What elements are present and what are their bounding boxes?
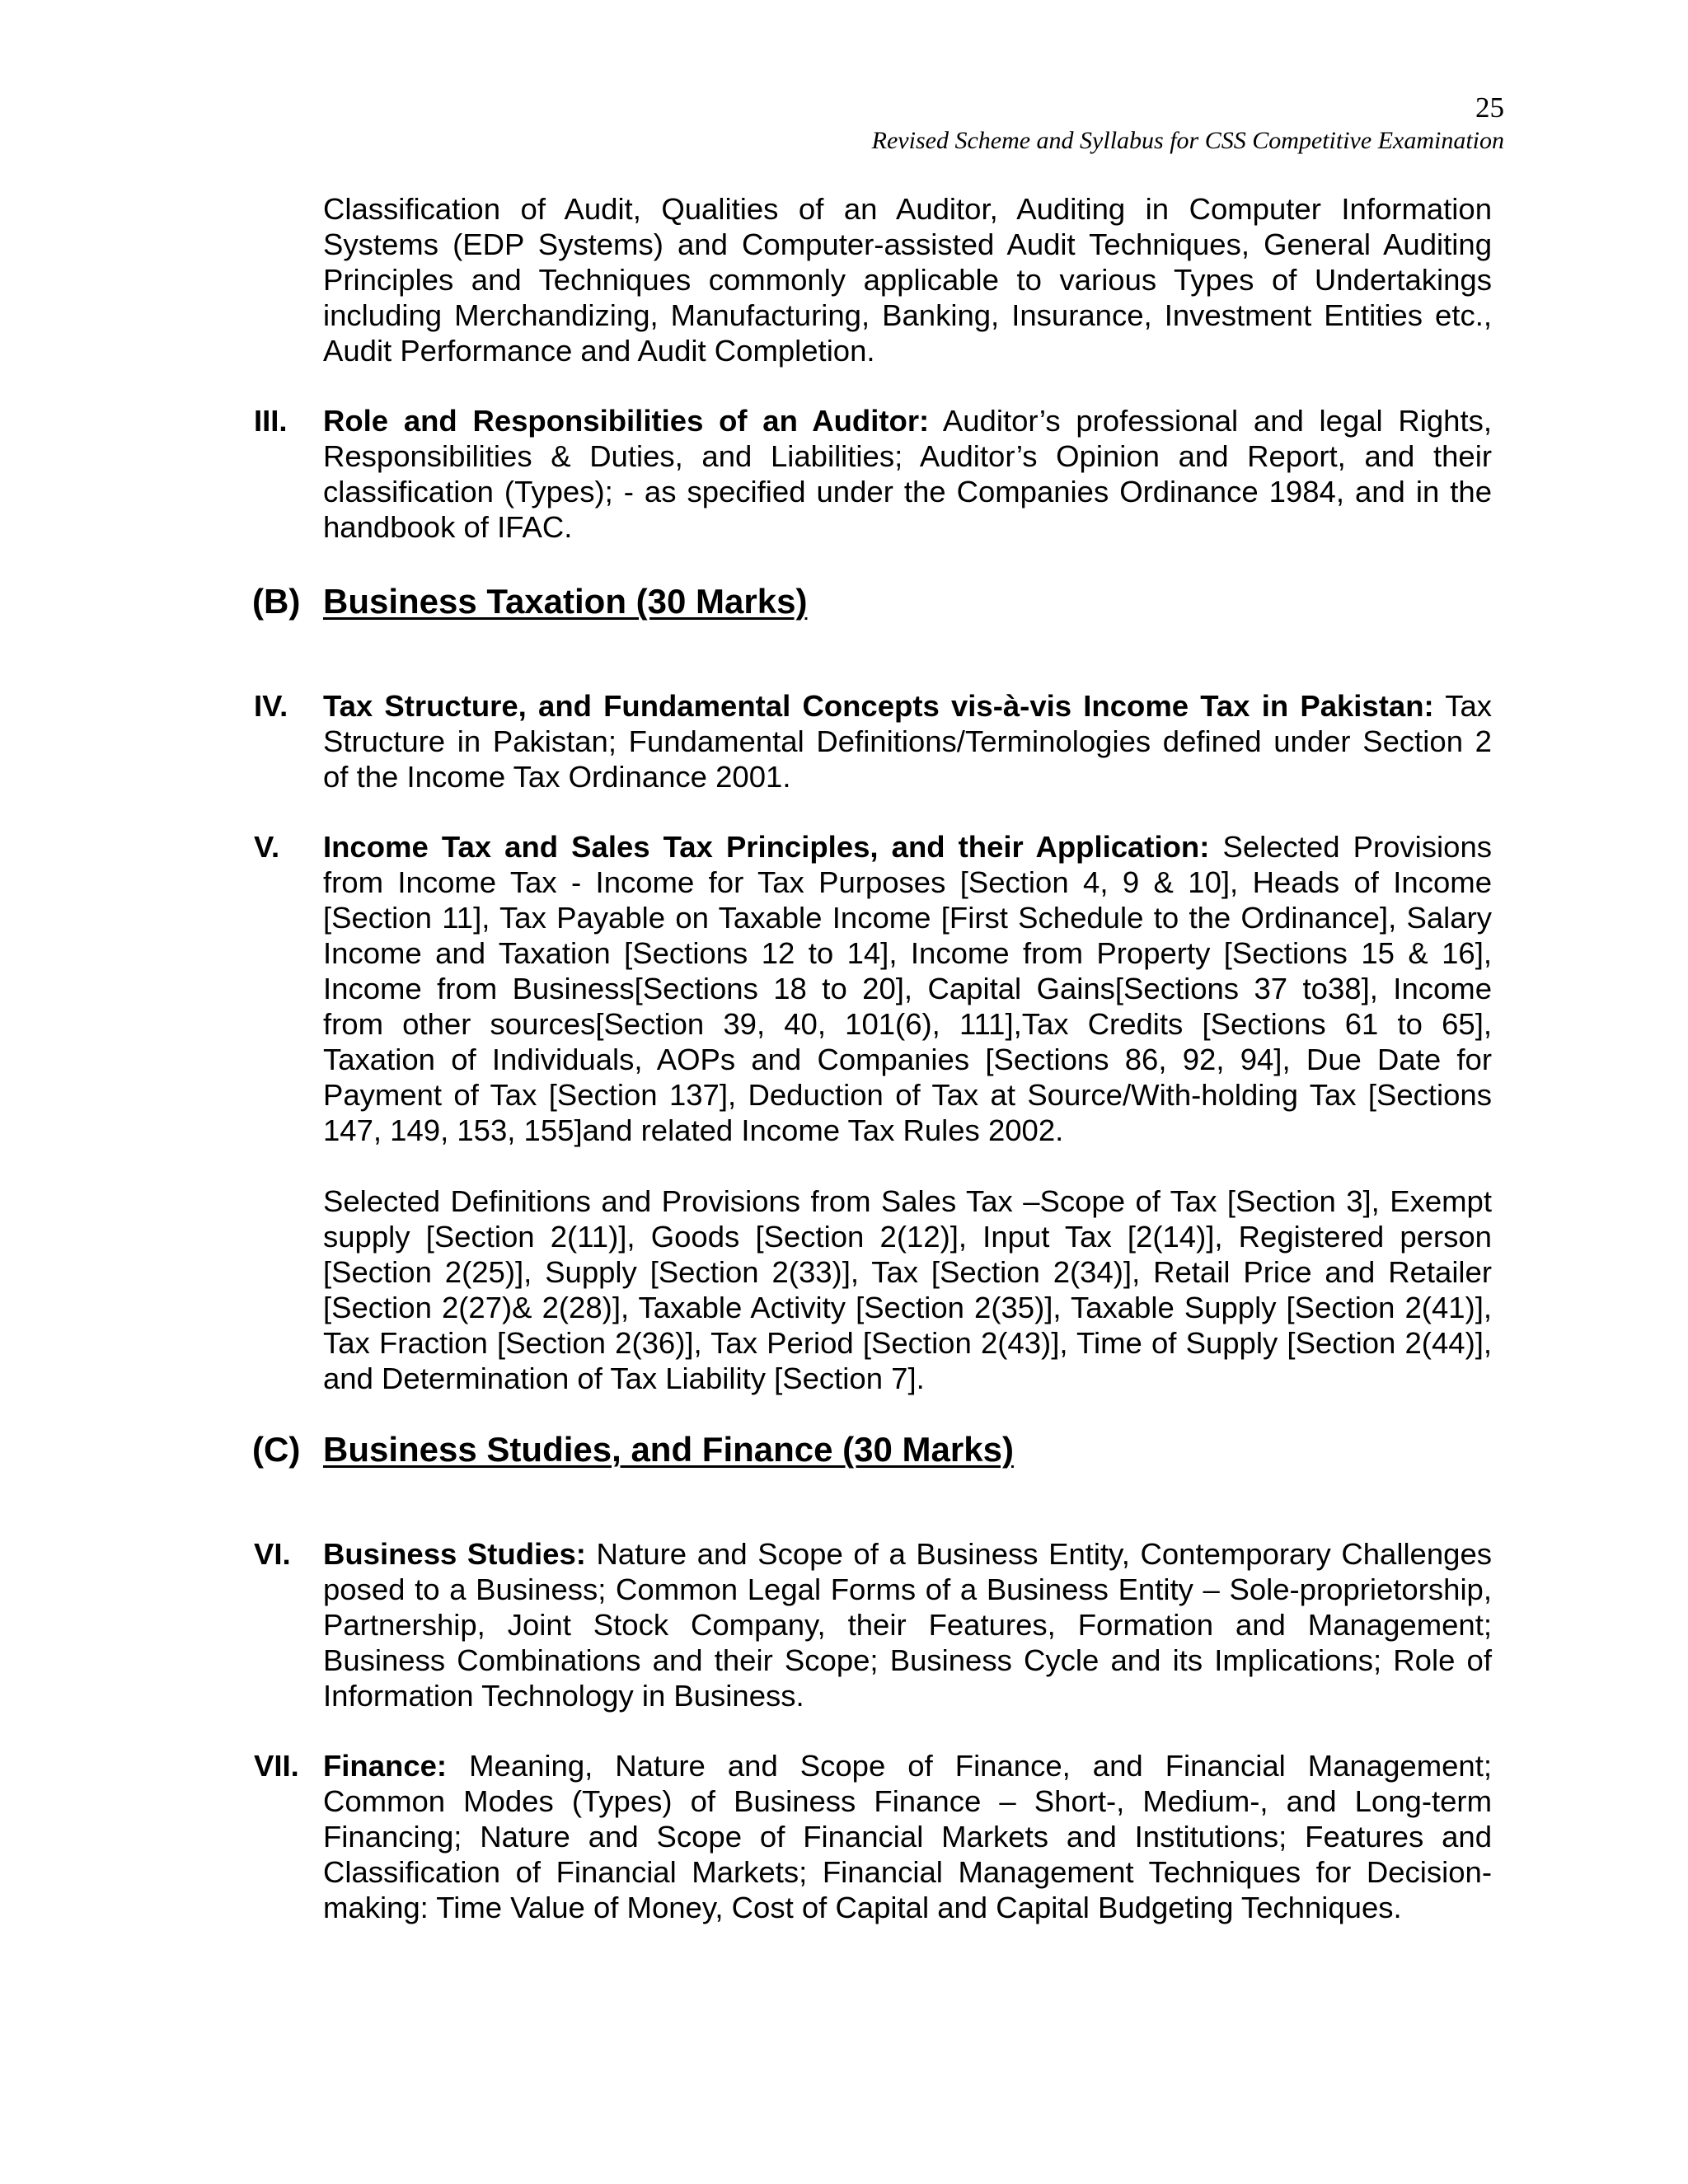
item-6-heading: Business Studies: [323, 1537, 586, 1571]
item-6-paragraph [323, 1536, 1492, 1713]
item-7-numeral: VII. [254, 1749, 299, 1783]
section-c-letter: (C) [252, 1430, 301, 1469]
item-6-numeral: VI. [254, 1537, 291, 1571]
page-number: 25 [1475, 91, 1504, 124]
item-5-paragraph [323, 829, 1492, 1148]
section-c-title: Business Studies, and Finance (30 Marks) [323, 1430, 1014, 1469]
item-4-numeral: IV. [254, 689, 288, 723]
item-7-paragraph [323, 1748, 1492, 1925]
intro-paragraph: Classification of Audit, Qualities of an Auditor, Auditing in Computer Information Systems (EDP Systems) and Computer-assisted Audit Techniques, General Auditing Principles and Techniques commonly applicable to various Types of Undertakings including Merchandizing, Manufacturing, Banking, Insurance, Investment Entities etc., Audit Performance and Audit Completion. [323, 192, 1492, 368]
item-3-numeral: III. [254, 404, 288, 438]
item-7-heading: Finance: [323, 1749, 448, 1783]
item-4-body: Tax Structure in Pakistan; Fundamental Definitions/Terminologies defined under Section 2 of the Income Tax Ordinance 2001. [323, 689, 1493, 794]
section-b-letter: (B) [252, 582, 301, 621]
item-5-numeral: V. [254, 830, 280, 864]
item-3-heading: Role and Responsibilities of an Auditor: [323, 404, 930, 438]
item-5-continuation: Selected Definitions and Provisions from Sales Tax –Scope of Tax [Section 3], Exempt supply [Section 2(11)], Goods [Section 2(12)], Input Tax [2(14)], Registered person [Section 2(25)], Supply [Section 2(33)], Tax [Section 2(34)], Retail Price and Retailer [Section 2(27)& 2(28)], Taxable Activity [Section 2(35)], Taxable Supply [Section 2(41)], Tax Fraction [Section 2(36)], Tax Period [Section 2(43)], Time of Supply [Section 2(44)], and Determination of Tax Liability [Section 7]. [323, 1184, 1492, 1395]
item-7-body: Meaning, Nature and Scope of Finance, and Financial Management; Common Modes (Types) of Business Finance – Short-, Medium-, and Long-term Financing; Nature and Scope of Financial Markets and Institutions; Features and Classification of Financial Markets; Financial Management Techniques for Decision-making: Time Value of Money, Cost of Capital and Capital Budgeting Techniques. [323, 1749, 1492, 1924]
running-title: Revised Scheme and Syllabus for CSS Competitive Examination [871, 127, 1504, 154]
item-4-heading: Tax Structure, and Fundamental Concepts vis-à-vis Income Tax in Pakistan: [323, 689, 1434, 723]
item-6-body: Nature and Scope of a Business Entity, Contemporary Challenges posed to a Business; Common Legal Forms of a Business Entity – Sole-proprietorship, Partnership, Joint Stock Company, their Features, Formation and Management; Business Combinations and their Scope; Business Cycle and its Implications; Role of Information Technology in Business. [323, 1537, 1492, 1713]
item-4-paragraph [323, 688, 1492, 794]
section-b-title: Business Taxation (30 Marks) [323, 582, 808, 621]
item-5-body: Selected Provisions from Income Tax - Income for Tax Purposes [Section 4, 9 & 10], Heads of Income [Section 11], Tax Payable on Taxable Income [First Schedule to the Ordinance], Salary Income and Taxation [Sections 12 to 14], Income from Property [Sections 15 & 16], Income from Business[Sections 18 to 20], Capital Gains[Sections 37 to38], Income from other sources[Section 39, 40, 101(6), 111],Tax Credits [Sections 61 to 65], Taxation of Individuals, AOPs and Companies [Sections 86, 92, 94], Due Date for Payment of Tax [Section 137], Deduction of Tax at Source/With-holding Tax [Sections 147, 149, 153, 155]and related Income Tax Rules 2002. [323, 830, 1492, 1147]
item-3-body: Auditor’s professional and legal Rights, Responsibilities & Duties, and Liabilities; Auditor’s Opinion and Report, and their classification (Types); - as specified under the Companies Ordinance 1984, and in the handbook of IFAC. [323, 404, 1492, 544]
item-3-paragraph [323, 403, 1492, 545]
item-5-heading: Income Tax and Sales Tax Principles, and their Application: [323, 830, 1210, 864]
